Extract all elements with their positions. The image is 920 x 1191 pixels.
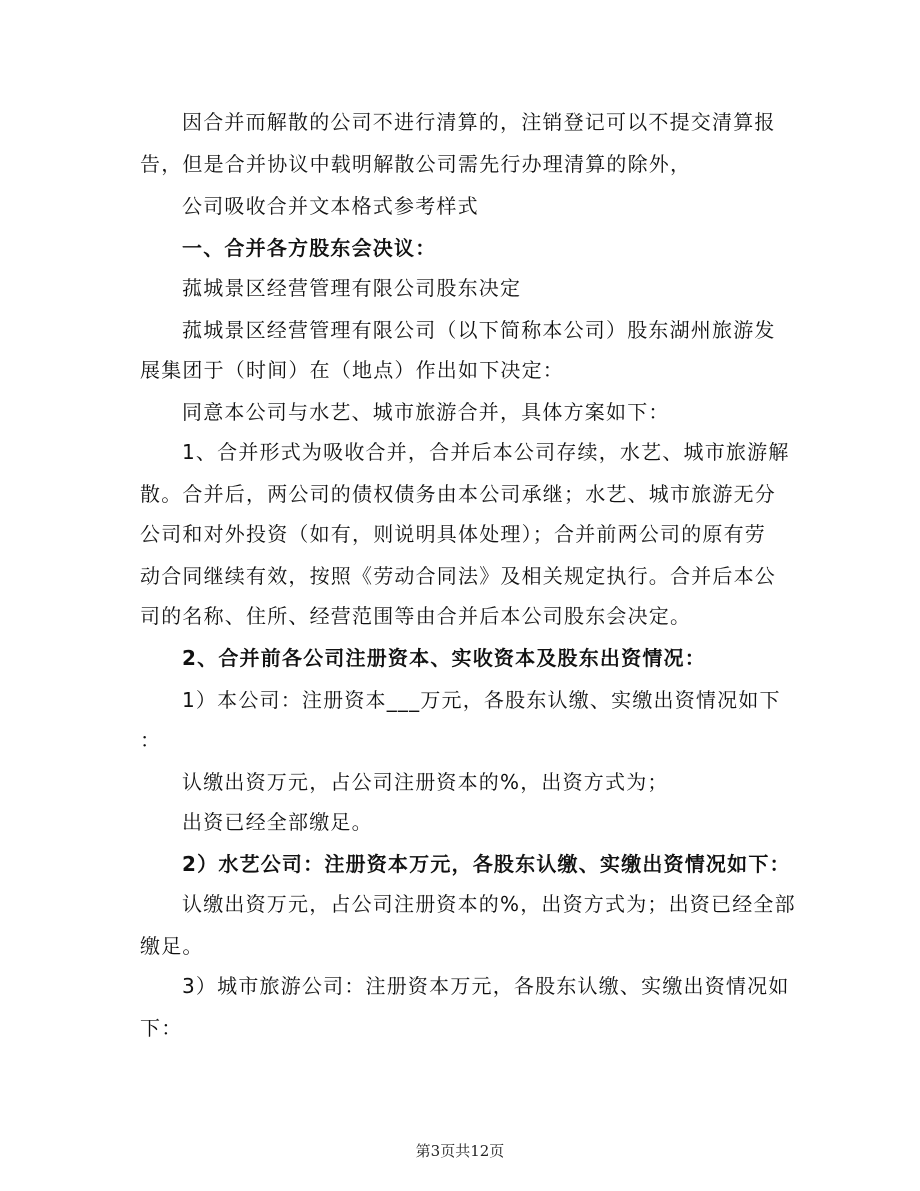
paragraph-line-18: 出资已经全部缴足。 xyxy=(182,810,373,834)
section-heading-2: 2、合并前各公司注册资本、实收资本及股东出资情况： xyxy=(182,646,706,670)
paragraph-line-22: 3）城市旅游公司：注册资本万元，各股东认缴、实缴出资情况如 xyxy=(182,974,790,998)
section-heading-1: 一、合并各方股东会决议： xyxy=(182,236,437,260)
paragraph-line-7: 展集团于（时间）在（地点）作出如下决定： xyxy=(140,358,564,382)
paragraph-line-15: 1）本公司：注册资本___万元，各股东认缴、实缴出资情况如下 xyxy=(182,688,781,712)
paragraph-line-12: 动合同继续有效，按照《劳动合同法》及相关规定执行。合并后本公 xyxy=(140,564,776,588)
paragraph-line-21: 缴足。 xyxy=(140,934,204,958)
paragraph-line-23: 下： xyxy=(140,1016,183,1040)
paragraph-line-6: 菰城景区经营管理有限公司（以下简称本公司）股东湖州旅游发 xyxy=(182,318,776,342)
paragraph-line-9: 1、合并形式为吸收合并，合并后本公司存续，水艺、城市旅游解 xyxy=(182,440,790,464)
paragraph-line-1: 因合并而解散的公司不进行清算的，注销登记可以不提交清算报 xyxy=(182,110,776,134)
paragraph-line-13: 司的名称、住所、经营范围等由合并后本公司股东会决定。 xyxy=(140,604,692,628)
paragraph-line-16: ： xyxy=(140,728,162,752)
paragraph-line-3: 公司吸收合并文本格式参考样式 xyxy=(182,194,479,218)
page-number-footer: 第3页共12页 xyxy=(415,1142,505,1160)
paragraph-line-20: 认缴出资万元，占公司注册资本的%，出资方式为；出资已经全部 xyxy=(182,892,796,916)
paragraph-line-10: 散。合并后，两公司的债权债务由本公司承继；水艺、城市旅游无分 xyxy=(140,482,776,506)
paragraph-line-11: 公司和对外投资（如有，则说明具体处理）；合并前两公司的原有劳 xyxy=(140,522,766,546)
paragraph-line-17: 认缴出资万元，占公司注册资本的%，出资方式为； xyxy=(182,770,669,794)
paragraph-line-2: 告，但是合并协议中载明解散公司需先行办理清算的除外， xyxy=(140,152,692,176)
paragraph-line-8: 同意本公司与水艺、城市旅游合并，具体方案如下： xyxy=(182,400,670,424)
paragraph-line-5: 菰城景区经营管理有限公司股东决定 xyxy=(182,276,522,300)
section-heading-3: 2）水艺公司：注册资本万元，各股东认缴、实缴出资情况如下： xyxy=(182,852,791,876)
